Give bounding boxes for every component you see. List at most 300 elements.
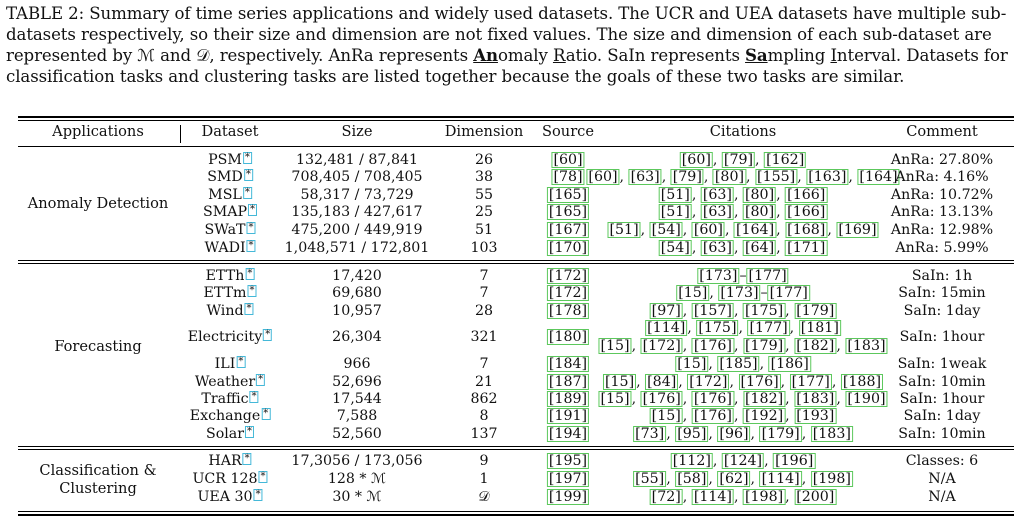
group-rule-1b: [18, 263, 1014, 264]
source-ref: [547, 240, 589, 257]
caption-line-2: datasets respectively, so their size and dimension are not fixed values. The size and dimension of each sub-dataset are: [6, 25, 992, 44]
citation-separator: ,: [733, 187, 743, 203]
dataset-name: [197, 489, 262, 506]
dataset-label: PSM: [208, 152, 242, 168]
comment-value: SaIn: 1hour: [899, 329, 985, 345]
size-value: 58,317 / 73,729: [300, 187, 414, 203]
source-citation-link[interactable]: [197]: [548, 471, 588, 487]
source-citation-link[interactable]: [60]: [553, 152, 583, 168]
citation-separator: ,: [755, 152, 765, 168]
citation-separator: ,: [738, 320, 748, 336]
citations-list: [697, 268, 788, 285]
dataset-label: Exchange: [189, 408, 261, 424]
comment-value: AnRa: 13.13%: [890, 204, 994, 220]
citations-list: [659, 240, 828, 257]
citation-link[interactable]: [198]: [812, 471, 851, 487]
citation-separator: ,: [746, 169, 756, 185]
dataset-label: HAR: [208, 453, 242, 469]
citation-separator: ,: [661, 169, 671, 185]
dataset-label: SMAP: [202, 204, 248, 220]
citation-separator: ,: [691, 204, 701, 220]
citation-link[interactable]: [95]: [677, 426, 707, 442]
dataset-link[interactable]: *: [250, 204, 256, 215]
citation-link[interactable]: [15]: [600, 338, 630, 354]
citation-link[interactable]: [55]: [635, 471, 665, 487]
citation-link[interactable]: [96]: [719, 426, 749, 442]
dataset-link[interactable]: *: [245, 169, 251, 180]
citation-link[interactable]: [176]: [642, 391, 681, 407]
application-label: Classification &: [39, 462, 157, 479]
size-value: 708,405 / 708,405: [291, 169, 423, 185]
source-citation-link[interactable]: [172]: [548, 285, 588, 301]
citation-link[interactable]: [177]: [748, 268, 787, 284]
dataset-name: [204, 285, 257, 302]
size-value: 135,183 / 427,617: [291, 204, 423, 220]
citation-separator: ,: [678, 374, 688, 390]
comment-value: SaIn: 10min: [898, 426, 986, 442]
bottom-rule: [18, 511, 1014, 512]
dimension-value: 862: [470, 391, 498, 407]
dataset-label: UEA 30: [197, 489, 253, 505]
dataset-link[interactable]: *: [247, 268, 253, 279]
source-ref: [547, 489, 589, 506]
citation-separator: ,: [682, 391, 692, 407]
citation-link[interactable]: [185]: [719, 356, 758, 372]
dataset-link[interactable]: *: [249, 285, 255, 296]
size-value: 17,3056 / 173,056: [291, 453, 423, 469]
source-ref: [547, 268, 589, 285]
citation-separator: ,: [691, 187, 701, 203]
citations-list: [650, 303, 837, 320]
citation-link[interactable]: [172]: [689, 374, 728, 390]
dataset-name: [201, 391, 258, 408]
header-rule: [18, 146, 1014, 147]
source-citation-link[interactable]: [180]: [548, 329, 588, 345]
citation-link[interactable]: [171]: [787, 240, 826, 256]
citation-separator: ,: [827, 222, 837, 238]
header-source: Source: [542, 123, 594, 140]
dataset-label: Solar: [205, 426, 245, 442]
dataset-name: [195, 374, 265, 391]
dataset-name: [203, 204, 257, 221]
dataset-label: ILI: [214, 356, 236, 372]
comment-value: Classes: 6: [905, 453, 979, 469]
source-citation-link[interactable]: [172]: [548, 268, 588, 284]
citation-link[interactable]: [183]: [812, 426, 851, 442]
citation-link[interactable]: [51]: [609, 222, 639, 238]
comment-value: SaIn: 15min: [898, 285, 986, 301]
dataset-name: [206, 268, 255, 285]
source-citation-link[interactable]: [184]: [548, 356, 588, 372]
citation-link[interactable]: [181]: [800, 320, 839, 336]
citation-separator: ,: [750, 471, 760, 487]
dataset-name: [206, 303, 253, 320]
citations-list: [598, 338, 887, 355]
source-ref: [547, 187, 589, 204]
citation-link[interactable]: [176]: [693, 391, 732, 407]
citation-link[interactable]: [63]: [702, 204, 732, 220]
citation-link[interactable]: [166]: [787, 187, 826, 203]
citation-separator: ,: [631, 338, 641, 354]
dataset-name: [206, 426, 254, 443]
dataset-link[interactable]: *: [244, 187, 250, 198]
citation-link[interactable]: [176]: [693, 338, 732, 354]
source-ref: [547, 285, 589, 302]
citation-link[interactable]: [166]: [787, 204, 826, 220]
citation-link[interactable]: [51]: [660, 204, 690, 220]
citation-link[interactable]: [196]: [775, 453, 814, 469]
citations-list: [650, 408, 837, 425]
citation-link[interactable]: [183]: [847, 338, 886, 354]
citation-link[interactable]: [172]: [642, 338, 681, 354]
table-caption: [6, 3, 1016, 87]
citation-link[interactable]: [157]: [693, 303, 732, 319]
citation-separator: ,: [682, 222, 692, 238]
citation-separator: ,: [636, 374, 646, 390]
dataset-link[interactable]: *: [248, 222, 254, 233]
dataset-link[interactable]: *: [255, 489, 261, 500]
citation-link[interactable]: [192]: [745, 408, 784, 424]
citation-separator: ,: [703, 169, 713, 185]
dataset-link[interactable]: *: [258, 374, 264, 385]
citation-separator: ,: [708, 471, 718, 487]
citation-separator: ,: [691, 240, 701, 256]
citation-separator: –: [739, 268, 747, 284]
group-rule-2b: [18, 449, 1014, 450]
citation-link[interactable]: [80]: [745, 187, 775, 203]
comment-value: AnRa: 5.99%: [895, 240, 989, 256]
header-dimension: Dimension: [444, 123, 524, 140]
dataset-link[interactable]: *: [265, 329, 271, 340]
citation-separator: ,: [733, 408, 743, 424]
top-rule: [18, 116, 1014, 118]
dataset-link[interactable]: *: [244, 453, 250, 464]
citation-separator: ,: [836, 338, 846, 354]
citation-link[interactable]: [15]: [651, 408, 681, 424]
citation-link[interactable]: [79]: [723, 152, 754, 168]
source-ref: [547, 204, 589, 221]
source-citation-link[interactable]: [189]: [548, 391, 588, 407]
citation-separator: ,: [831, 374, 841, 390]
citation-link[interactable]: [176]: [693, 408, 732, 424]
citations-list: [675, 356, 811, 373]
size-value: 69,680: [332, 285, 382, 301]
citation-link[interactable]: [179]: [745, 338, 784, 354]
dataset-link[interactable]: *: [247, 426, 253, 437]
citation-separator: ,: [750, 426, 760, 442]
citations-list: [586, 169, 899, 186]
dataset-label: Wind: [206, 303, 244, 319]
citation-link[interactable]: [80]: [714, 169, 745, 185]
dimension-value: 28: [474, 303, 494, 319]
dataset-label: UCR 128: [192, 471, 258, 487]
size-value: 17,420: [332, 268, 382, 284]
source-ref: [551, 169, 584, 186]
source-citation-link[interactable]: [165]: [548, 187, 588, 203]
dataset-link[interactable]: *: [246, 303, 252, 314]
dataset-name: [188, 329, 272, 346]
source-ref: [547, 222, 589, 239]
dataset-name: [204, 240, 255, 257]
citation-link[interactable]: [60]: [588, 169, 618, 185]
citation-link[interactable]: [163]: [808, 169, 847, 185]
citation-separator: ,: [631, 391, 641, 407]
citation-link[interactable]: [173]: [699, 268, 738, 284]
citation-link[interactable]: [114]: [693, 489, 732, 505]
citation-link[interactable]: [73]: [635, 426, 665, 442]
citation-link[interactable]: [54]: [660, 240, 690, 256]
citation-separator: ,: [712, 453, 722, 469]
citation-separator: ,: [785, 338, 795, 354]
citation-separator: ,: [759, 356, 769, 372]
citation-link[interactable]: [169]: [838, 222, 877, 238]
dimension-value: 321: [470, 329, 498, 345]
citation-link[interactable]: [168]: [787, 222, 826, 238]
size-value: 1,048,571 / 172,801: [284, 240, 430, 256]
citation-separator: ,: [682, 489, 692, 505]
citation-link[interactable]: [162]: [766, 152, 805, 168]
dimension-value: 8: [479, 408, 489, 424]
dataset-label: ETTh: [205, 268, 245, 284]
header-separator: [180, 125, 181, 143]
citation-link[interactable]: [64]: [745, 240, 775, 256]
citation-separator: ,: [733, 338, 743, 354]
citation-link[interactable]: [190]: [847, 391, 886, 407]
size-value: 132,481 / 87,841: [295, 152, 419, 168]
citation-separator: ,: [764, 453, 774, 469]
citation-link[interactable]: [177]: [769, 285, 808, 301]
size-value: 17,544: [332, 391, 382, 407]
citation-separator: ,: [776, 240, 786, 256]
source-ref: [547, 426, 589, 443]
header-comment: Comment: [906, 123, 978, 140]
comment-value: AnRa: 4.16%: [895, 169, 989, 185]
citation-link[interactable]: [124]: [723, 453, 763, 469]
citation-link[interactable]: [15]: [677, 356, 707, 372]
citation-separator: ,: [776, 204, 786, 220]
citation-link[interactable]: [63]: [702, 240, 732, 256]
source-citation-link[interactable]: [199]: [548, 489, 588, 505]
comment-value: AnRa: 12.98%: [890, 222, 994, 238]
size-value: 475,200 / 449,919: [291, 222, 423, 238]
source-citation-link[interactable]: [165]: [548, 204, 588, 220]
citation-link[interactable]: [114]: [761, 471, 800, 487]
dimension-value: 7: [479, 268, 489, 284]
dataset-label: SWaT: [204, 222, 246, 238]
size-value: 10,957: [332, 303, 382, 319]
citation-link[interactable]: [114]: [647, 320, 686, 336]
comment-value: SaIn: 1day: [903, 408, 981, 424]
citations-list: [633, 426, 853, 443]
citation-link[interactable]: [97]: [651, 303, 681, 319]
source-ref: [551, 152, 584, 169]
citation-link[interactable]: [155]: [757, 169, 796, 185]
source-citation-link[interactable]: [195]: [548, 453, 588, 469]
dataset-label: Traffic: [201, 391, 249, 407]
citations-list: [676, 285, 810, 302]
citation-separator: ,: [640, 222, 650, 238]
citation-separator: ,: [733, 240, 743, 256]
size-value: 128 * ℳ: [327, 471, 387, 487]
citation-separator: ,: [666, 471, 676, 487]
source-ref: [547, 471, 589, 488]
citation-separator: ,: [687, 320, 697, 336]
citations-list: [680, 152, 806, 169]
dimension-value: 55: [474, 187, 494, 203]
citation-separator: ,: [836, 391, 846, 407]
citation-separator: ,: [780, 374, 790, 390]
citation-separator: ,: [785, 391, 795, 407]
size-value: 30 * ℳ: [332, 489, 382, 505]
citation-separator: ,: [785, 489, 795, 505]
dimension-value: 38: [474, 169, 494, 185]
citation-separator: ,: [666, 426, 676, 442]
source-citation-link[interactable]: [170]: [548, 240, 588, 256]
dataset-label: WADI: [204, 240, 246, 256]
citation-link[interactable]: [176]: [740, 374, 779, 390]
citation-separator: ,: [785, 303, 795, 319]
header-applications: Applications: [52, 123, 144, 140]
citation-link[interactable]: [179]: [761, 426, 800, 442]
citation-link[interactable]: [177]: [791, 374, 830, 390]
citation-separator: ,: [776, 187, 786, 203]
citation-link[interactable]: [63]: [702, 187, 732, 203]
citation-separator: ,: [733, 489, 743, 505]
citation-link[interactable]: [51]: [660, 187, 690, 203]
dimension-value: 1: [479, 471, 489, 487]
source-citation-link[interactable]: [167]: [548, 222, 588, 238]
citation-separator: ,: [682, 303, 692, 319]
citation-link[interactable]: [62]: [719, 471, 749, 487]
citation-link[interactable]: [164]: [859, 169, 898, 185]
citation-link[interactable]: [63]: [630, 169, 660, 185]
comment-value: SaIn: 1weak: [897, 356, 987, 372]
dimension-value: 137: [470, 426, 498, 442]
source-citation-link[interactable]: [191]: [548, 408, 588, 424]
dataset-label: SMD: [207, 169, 243, 185]
dataset-name: [190, 408, 271, 425]
citation-link[interactable]: [80]: [745, 204, 775, 220]
citation-separator: ,: [682, 338, 692, 354]
dataset-link[interactable]: *: [244, 152, 250, 163]
citation-separator: ,: [682, 408, 692, 424]
size-value: 52,696: [332, 374, 382, 390]
dataset-name: [208, 453, 251, 470]
comment-value: SaIn: 1day: [903, 303, 981, 319]
dimension-value: 25: [474, 204, 494, 220]
citation-separator: ,: [733, 303, 743, 319]
citation-link[interactable]: [79]: [672, 169, 702, 185]
application-label: Forecasting: [54, 338, 142, 355]
citation-link[interactable]: [182]: [745, 391, 784, 407]
citation-link[interactable]: [188]: [842, 374, 882, 390]
caption-line-3: represented by ℳ and 𝒟, respectively. AnRa represents Anomaly Ratio. SaIn represents Sampling Interval. Datasets for: [6, 45, 1008, 65]
dataset-link[interactable]: *: [238, 356, 244, 367]
source-citation-link[interactable]: [194]: [548, 426, 588, 442]
citations-list: [608, 222, 879, 239]
citation-separator: ,: [733, 204, 743, 220]
citation-link[interactable]: [84]: [647, 374, 677, 390]
citation-link[interactable]: [72]: [651, 489, 681, 505]
citation-separator: ,: [801, 471, 811, 487]
header-citations: Citations: [709, 123, 777, 140]
dataset-name: [208, 152, 252, 169]
comment-value: SaIn: 1hour: [899, 391, 985, 407]
citation-link[interactable]: [15]: [678, 285, 708, 301]
header-dataset: Dataset: [201, 123, 259, 140]
citation-link[interactable]: [15]: [604, 374, 635, 390]
citation-separator: ,: [776, 222, 786, 238]
size-value: 52,560: [332, 426, 382, 442]
source-ref: [547, 391, 589, 408]
source-citation-link[interactable]: [187]: [548, 374, 588, 390]
citation-link[interactable]: [198]: [745, 489, 784, 505]
citation-separator: ,: [848, 169, 858, 185]
citation-link[interactable]: [182]: [796, 338, 835, 354]
citation-link[interactable]: [186]: [770, 356, 809, 372]
citation-separator: ,: [733, 391, 743, 407]
comment-value: AnRa: 27.80%: [890, 152, 994, 168]
citation-link[interactable]: [112]: [672, 453, 711, 469]
citation-link[interactable]: [175]: [745, 303, 784, 319]
dataset-name: [215, 356, 246, 373]
citation-link[interactable]: [179]: [796, 303, 835, 319]
citations-list: [645, 320, 841, 337]
citation-link[interactable]: [193]: [796, 408, 835, 424]
citation-link[interactable]: [15]: [600, 391, 630, 407]
source-citation-link[interactable]: [78]: [553, 169, 583, 185]
citations-list: [659, 187, 828, 204]
source-citation-link[interactable]: [178]: [548, 303, 588, 319]
citation-link[interactable]: [60]: [681, 152, 711, 168]
dataset-link[interactable]: *: [263, 408, 269, 419]
comment-value: AnRa: 10.72%: [890, 187, 994, 203]
dataset-link[interactable]: *: [251, 391, 257, 402]
citations-list: [633, 471, 853, 488]
dataset-label: Weather: [194, 374, 256, 390]
citations-list: [603, 374, 883, 391]
caption-line-1: TABLE 2: Summary of time series applications and widely used datasets. The UCR and UEA datasets have multiple sub-: [6, 4, 1007, 23]
dataset-name: [207, 169, 253, 186]
citation-link[interactable]: [54]: [651, 222, 681, 238]
citation-link[interactable]: [58]: [677, 471, 707, 487]
citation-link[interactable]: [60]: [693, 222, 723, 238]
citation-link[interactable]: [177]: [749, 320, 788, 336]
citation-link[interactable]: [200]: [796, 489, 835, 505]
citation-separator: ,: [785, 408, 795, 424]
top-rule-thin: [18, 120, 1014, 121]
source-ref: [547, 374, 589, 391]
dataset-link[interactable]: *: [260, 471, 266, 482]
citation-link[interactable]: [173]: [720, 285, 759, 301]
comment-value: SaIn: 1h: [911, 268, 973, 284]
application-label: Clustering: [59, 480, 137, 497]
source-ref: [547, 303, 589, 320]
citations-list: [650, 489, 837, 506]
citation-link[interactable]: [183]: [796, 391, 835, 407]
citation-separator: ,: [729, 374, 739, 390]
comment-value: N/A: [928, 471, 956, 487]
citation-link[interactable]: [175]: [698, 320, 737, 336]
citation-separator: ,: [709, 285, 719, 301]
dataset-name: [208, 187, 252, 204]
dataset-link[interactable]: *: [248, 240, 254, 251]
source-ref: [547, 356, 589, 373]
citation-link[interactable]: [164]: [735, 222, 775, 238]
dataset-name: [205, 222, 256, 239]
dataset-label: ETTm: [203, 285, 247, 301]
group-rule-1: [18, 260, 1014, 261]
